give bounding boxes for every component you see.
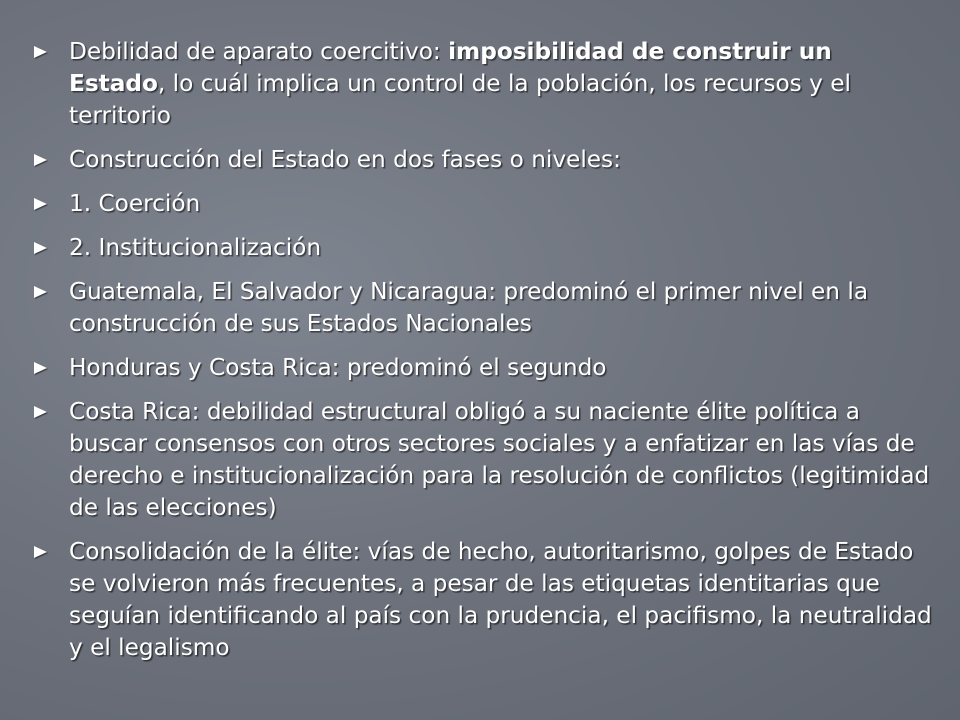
- bullet-item: [34, 36, 934, 132]
- bullet-text: Guatemala, El Salvador y Nicaragua: predominó el primer nivel en la construcción de sus Estados Nacionales: [69, 278, 869, 337]
- triangle-bullet-icon: [34, 286, 47, 298]
- bullet-item: [34, 188, 934, 220]
- triangle-bullet-icon: [34, 362, 47, 374]
- bullet-item: [34, 232, 934, 264]
- bullet-text: Construcción del Estado en dos fases o niveles:: [69, 146, 621, 173]
- bullet-text-bold: imposibilidad de construir un Estado: [69, 38, 832, 97]
- bullet-item: [34, 276, 934, 340]
- triangle-bullet-icon: [34, 242, 47, 254]
- bullet-text: 2. Institucionalización: [69, 234, 322, 261]
- bullet-item: [34, 144, 934, 176]
- bullet-text-part: Debilidad de aparato coercitivo:: [69, 38, 449, 65]
- bullet-text: Honduras y Costa Rica: predominó el segundo: [69, 354, 607, 381]
- bullet-text: Costa Rica: debilidad estructural obligó a su naciente élite política a buscar consensos con otros sectores sociales y a enfatizar en las vías de derecho e institucionalización para la resolución de conflictos (legitimidad de las elecciones): [69, 398, 930, 521]
- bullet-item: [34, 536, 934, 664]
- bullet-list: [34, 36, 934, 676]
- triangle-bullet-icon: [34, 406, 47, 418]
- bullet-item: [34, 352, 934, 384]
- triangle-bullet-icon: [34, 198, 47, 210]
- triangle-bullet-icon: [34, 46, 47, 58]
- triangle-bullet-icon: [34, 546, 47, 558]
- bullet-text-part: , lo cuál implica un control de la población, los recursos y el territorio: [69, 70, 851, 129]
- triangle-bullet-icon: [34, 154, 47, 166]
- bullet-text: Consolidación de la élite: vías de hecho, autoritarismo, golpes de Estado se volvieron más frecuentes, a pesar de las etiquetas identitarias que seguían identificando al país con la prudencia, el pacifismo, la neutralidad y el legalismo: [69, 538, 932, 661]
- bullet-text: 1. Coerción: [69, 190, 201, 217]
- bullet-item: [34, 396, 934, 524]
